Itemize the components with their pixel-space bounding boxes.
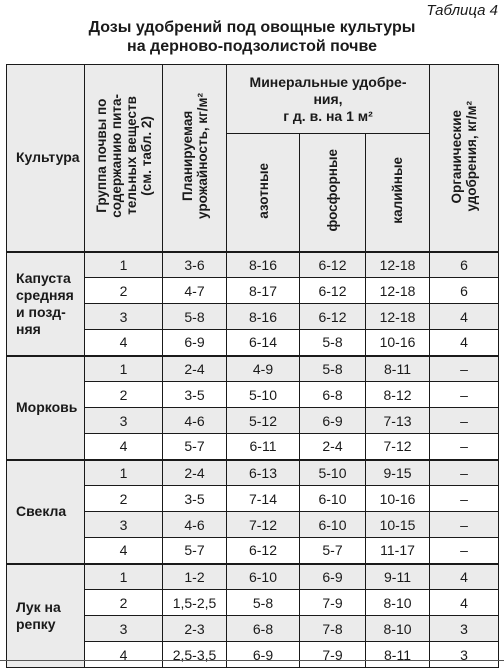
yield-cell: 4-6	[163, 512, 227, 538]
potassium-cell: 12-18	[366, 304, 430, 330]
phosphorus-cell: 6-12	[300, 278, 366, 304]
phosphorus-cell: 5-8	[300, 356, 366, 382]
potassium-cell: 7-13	[366, 408, 430, 434]
yield-cell: 4-7	[163, 278, 227, 304]
soil-group-cell: 1	[85, 564, 163, 590]
nitrogen-cell: 6-8	[227, 616, 300, 642]
soil-group-cell: 1	[85, 252, 163, 278]
nitrogen-cell: 6-11	[227, 434, 300, 460]
nitrogen-cell: 8-16	[227, 252, 300, 278]
phosphorus-cell: 6-12	[300, 252, 366, 278]
phosphorus-cell: 6-10	[300, 512, 366, 538]
potassium-cell: 12-18	[366, 278, 430, 304]
yield-cell: 3-5	[163, 382, 227, 408]
organic-cell: –	[430, 408, 499, 434]
phosphorus-cell: 6-12	[300, 304, 366, 330]
potassium-cell: 12-18	[366, 252, 430, 278]
header-planned-yield	[163, 65, 227, 252]
organic-cell: 4	[430, 304, 499, 330]
potassium-cell: 8-10	[366, 616, 430, 642]
header-crop: Культура	[7, 65, 85, 252]
soil-group-cell: 4	[85, 642, 163, 668]
soil-group-cell: 2	[85, 382, 163, 408]
nitrogen-cell: 7-14	[227, 486, 300, 512]
organic-cell: 6	[430, 252, 499, 278]
potassium-cell: 7-12	[366, 434, 430, 460]
potassium-cell: 9-15	[366, 460, 430, 486]
potassium-cell: 8-10	[366, 590, 430, 616]
organic-cell: –	[430, 512, 499, 538]
crop-name-cell: Свекла	[7, 460, 85, 564]
soil-group-cell: 3	[85, 512, 163, 538]
table-number-caption: Таблица 4	[426, 2, 498, 19]
header-potassium	[366, 134, 430, 252]
header-planned-yield-text: Планируемая урожайность, кг/м²	[179, 93, 210, 220]
phosphorus-cell: 5-10	[300, 460, 366, 486]
organic-cell: 3	[430, 642, 499, 668]
yield-cell: 5-7	[163, 538, 227, 564]
nitrogen-cell: 8-16	[227, 304, 300, 330]
table-title	[0, 18, 504, 56]
potassium-cell: 10-15	[366, 512, 430, 538]
table-row	[7, 252, 499, 278]
yield-cell: 5-8	[163, 304, 227, 330]
phosphorus-cell: 5-8	[300, 330, 366, 356]
organic-cell: –	[430, 434, 499, 460]
yield-cell: 2,5-3,5	[163, 642, 227, 668]
nitrogen-cell: 8-17	[227, 278, 300, 304]
organic-cell: 4	[430, 330, 499, 356]
yield-cell: 4-6	[163, 408, 227, 434]
yield-cell: 3-5	[163, 486, 227, 512]
nitrogen-cell: 6-9	[227, 642, 300, 668]
yield-cell: 2-4	[163, 460, 227, 486]
potassium-cell: 10-16	[366, 486, 430, 512]
nitrogen-cell: 6-10	[227, 564, 300, 590]
header-soil-group-text: Группа почвы по содержанию пита- тельных веществ (см. табл. 2)	[93, 94, 154, 219]
table-row	[7, 356, 499, 382]
bottom-rule	[0, 660, 504, 661]
phosphorus-cell: 2-4	[300, 434, 366, 460]
phosphorus-cell: 6-8	[300, 382, 366, 408]
nitrogen-cell: 6-14	[227, 330, 300, 356]
organic-cell: 4	[430, 564, 499, 590]
phosphorus-cell: 7-8	[300, 616, 366, 642]
yield-cell: 3-6	[163, 252, 227, 278]
potassium-cell: 8-11	[366, 642, 430, 668]
organic-cell: 3	[430, 616, 499, 642]
potassium-cell: 10-16	[366, 330, 430, 356]
soil-group-cell: 4	[85, 434, 163, 460]
soil-group-cell: 4	[85, 538, 163, 564]
soil-group-cell: 2	[85, 278, 163, 304]
header-phosphorus	[300, 134, 366, 252]
organic-cell: –	[430, 382, 499, 408]
nitrogen-cell: 5-10	[227, 382, 300, 408]
crop-name-cell: Лук на репку	[7, 564, 85, 668]
soil-group-cell: 2	[85, 590, 163, 616]
header-nitrogen	[227, 134, 300, 252]
yield-cell: 1,5-2,5	[163, 590, 227, 616]
phosphorus-cell: 7-9	[300, 642, 366, 668]
potassium-cell: 8-12	[366, 382, 430, 408]
table-row	[7, 460, 499, 486]
organic-cell: 4	[430, 590, 499, 616]
phosphorus-cell: 5-7	[300, 538, 366, 564]
soil-group-cell: 2	[85, 486, 163, 512]
crop-name-cell: Морковь	[7, 356, 85, 460]
potassium-cell: 11-17	[366, 538, 430, 564]
header-organic-text: Органические удобрения, кг/м²	[449, 100, 480, 212]
phosphorus-cell: 7-9	[300, 590, 366, 616]
nitrogen-cell: 5-8	[227, 590, 300, 616]
table-title-line-1: Дозы удобрений под овощные культуры	[88, 19, 416, 36]
nitrogen-cell: 5-12	[227, 408, 300, 434]
organic-cell: 6	[430, 278, 499, 304]
potassium-cell: 8-11	[366, 356, 430, 382]
soil-group-cell: 3	[85, 304, 163, 330]
crop-name-cell: Капуста средняя и позд- няя	[7, 252, 85, 356]
organic-cell: –	[430, 356, 499, 382]
organic-cell: –	[430, 460, 499, 486]
soil-group-cell: 4	[85, 330, 163, 356]
nitrogen-cell: 6-13	[227, 460, 300, 486]
fertilizer-table	[6, 64, 499, 668]
soil-group-cell: 3	[85, 408, 163, 434]
potassium-cell: 9-11	[366, 564, 430, 590]
header-nitrogen-text: азотные	[255, 162, 271, 219]
soil-group-cell: 3	[85, 616, 163, 642]
organic-cell: –	[430, 538, 499, 564]
phosphorus-cell: 6-10	[300, 486, 366, 512]
header-potassium-text: калийные	[390, 157, 406, 225]
table-title-line-2: на дерново-подзолистой почве	[127, 38, 377, 55]
phosphorus-cell: 6-9	[300, 564, 366, 590]
header-organic	[430, 65, 499, 252]
organic-cell: –	[430, 486, 499, 512]
soil-group-cell: 1	[85, 356, 163, 382]
header-soil-group	[85, 65, 163, 252]
phosphorus-cell: 6-9	[300, 408, 366, 434]
nitrogen-cell: 6-12	[227, 538, 300, 564]
yield-cell: 6-9	[163, 330, 227, 356]
table-row	[7, 564, 499, 590]
yield-cell: 5-7	[163, 434, 227, 460]
yield-cell: 2-4	[163, 356, 227, 382]
header-mineral-fertilizers: Минеральные удобре- ния, г д. в. на 1 м²	[227, 65, 430, 134]
nitrogen-cell: 7-12	[227, 512, 300, 538]
soil-group-cell: 1	[85, 460, 163, 486]
table-body	[7, 252, 499, 668]
yield-cell: 2-3	[163, 616, 227, 642]
nitrogen-cell: 4-9	[227, 356, 300, 382]
yield-cell: 1-2	[163, 564, 227, 590]
table-header	[7, 65, 499, 252]
header-phosphorus-text: фосфорные	[325, 149, 340, 233]
